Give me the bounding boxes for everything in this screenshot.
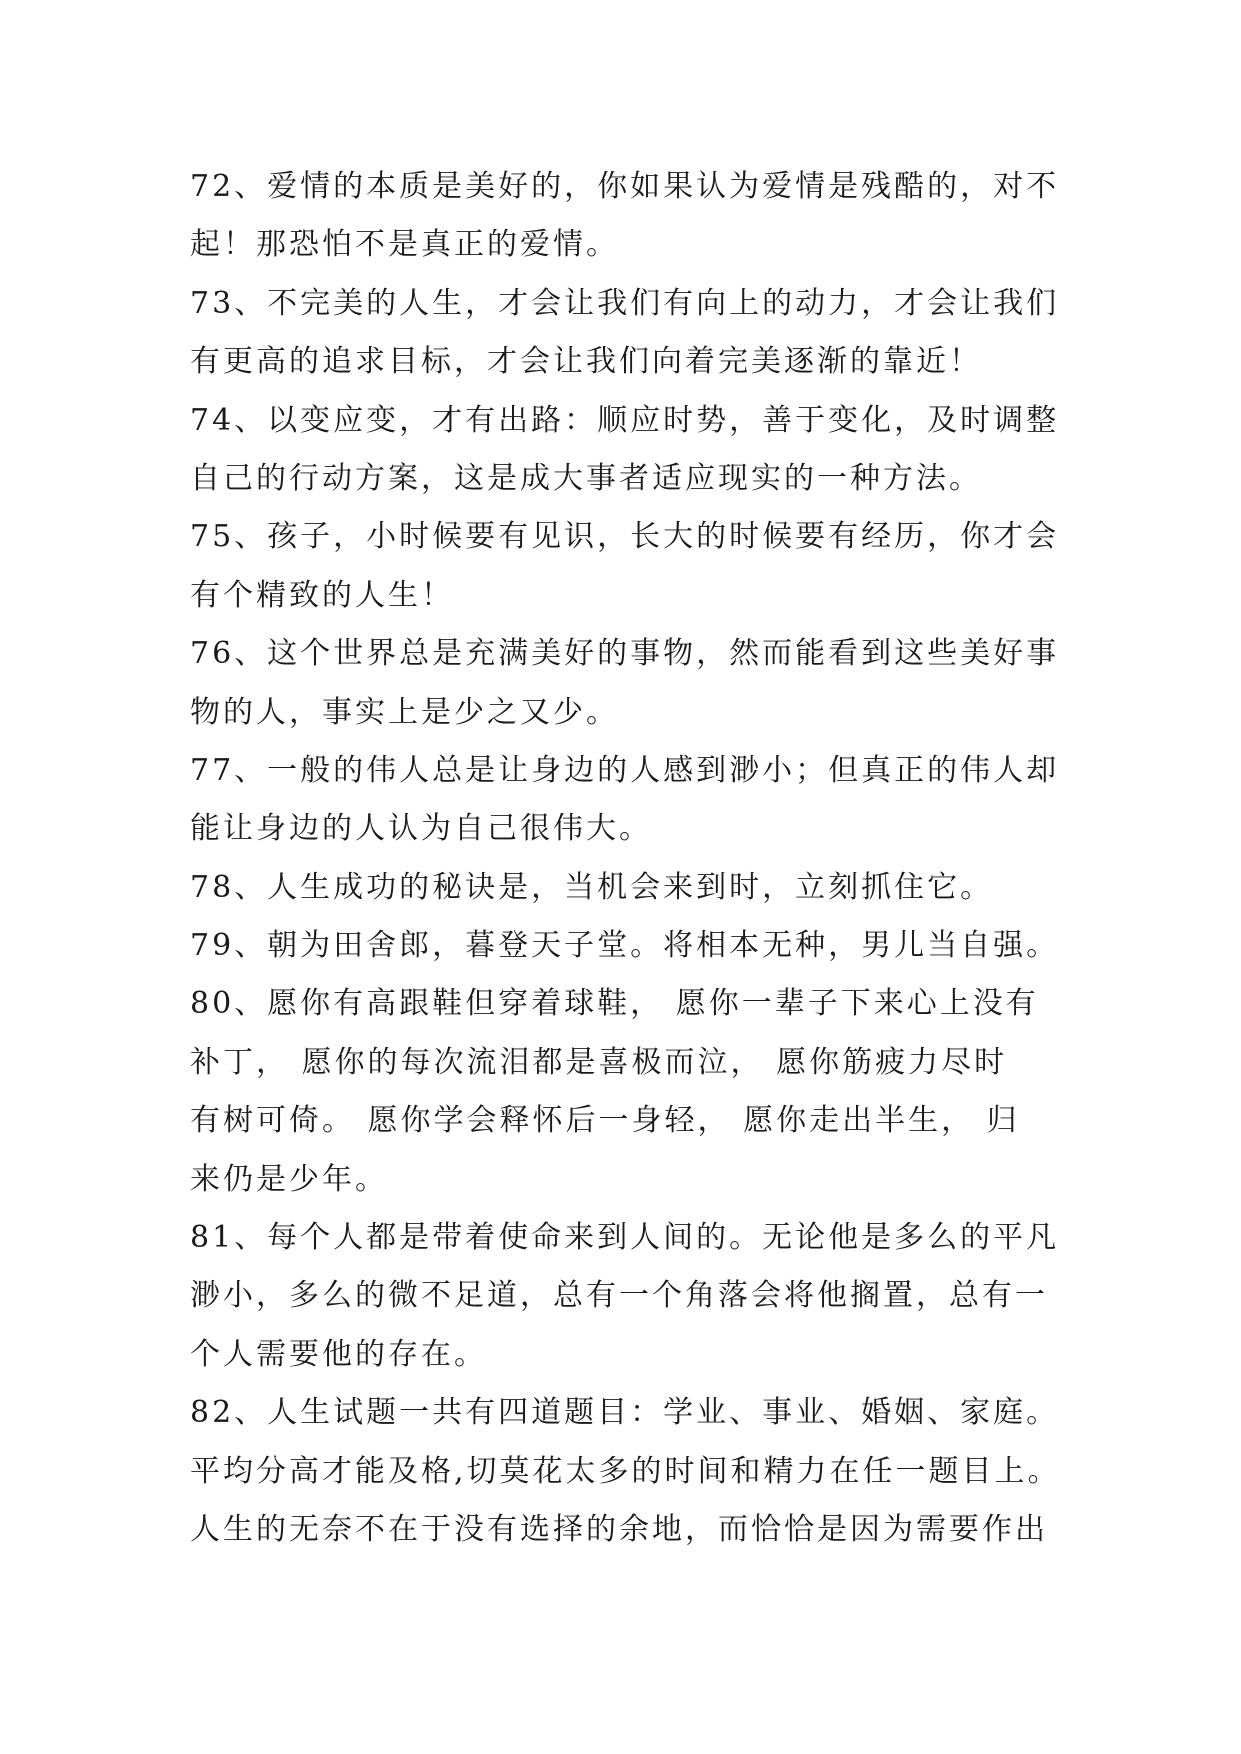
text-line: 81、每个人都是带着使命来到人间的。无论他是多么的平凡 [190, 1220, 1060, 1256]
text-line: 79、朝为田舍郎，暮登天子堂。将相本无种，男儿当自强。 [190, 928, 1060, 964]
text-line: 74、以变应变，才有出路：顺应时势，善于变化，及时调整 [190, 402, 1060, 438]
text-line: 73、不完美的人生，才会让我们有向上的动力，才会让我们 [190, 285, 1060, 321]
text-line: 个人需要他的存在。 [190, 1336, 487, 1372]
text-line: 82、人生试题一共有四道题目：学业、事业、婚姻、家庭。 [190, 1395, 1060, 1431]
text-line: 物的人，事实上是少之又少。 [190, 694, 619, 730]
text-line: 平均分高才能及格,切莫花太多的时间和精力在任一题目上。 [190, 1453, 1061, 1489]
text-line: 有更高的追求目标，才会让我们向着完美逐渐的靠近！ [190, 344, 982, 380]
text-line: 自己的行动方案，这是成大事者适应现实的一种方法。 [190, 460, 982, 496]
text-line: 补丁， 愿你的每次流泪都是喜极而泣， 愿你筋疲力尽时 [190, 1044, 1008, 1080]
text-line: 72、爱情的本质是美好的，你如果认为爱情是残酷的，对不 [190, 169, 1060, 204]
text-line: 起！那恐怕不是真正的爱情。 [190, 227, 619, 263]
text-line: 75、孩子，小时候要有见识，长大的时候要有经历，你才会 [190, 519, 1060, 555]
text-line: 人生的无奈不在于没有选择的余地，而恰恰是因为需要作出 [190, 1511, 1048, 1547]
text-line: 80、愿你有高跟鞋但穿着球鞋， 愿你一辈子下来心上没有 [190, 986, 1039, 1022]
text-line: 渺小，多么的微不足道，总有一个角落会将他搁置，总有一 [190, 1278, 1048, 1314]
text-line: 77、一般的伟人总是让身边的人感到渺小；但真正的伟人却 [190, 752, 1060, 788]
text-line: 78、人生成功的秘诀是，当机会来到时，立刻抓住它。 [190, 869, 994, 905]
text-line: 有个精致的人生！ [190, 577, 454, 613]
text-line: 76、这个世界总是充满美好的事物，然而能看到这些美好事 [190, 636, 1060, 672]
text-line: 能让身边的人认为自己很伟大。 [190, 811, 652, 847]
quote-text-body [190, 158, 1070, 1559]
text-line: 来仍是少年。 [190, 1161, 388, 1197]
text-line: 有树可倚。 愿你学会释怀后一身轻， 愿你走出半生， 归 [190, 1103, 1020, 1139]
